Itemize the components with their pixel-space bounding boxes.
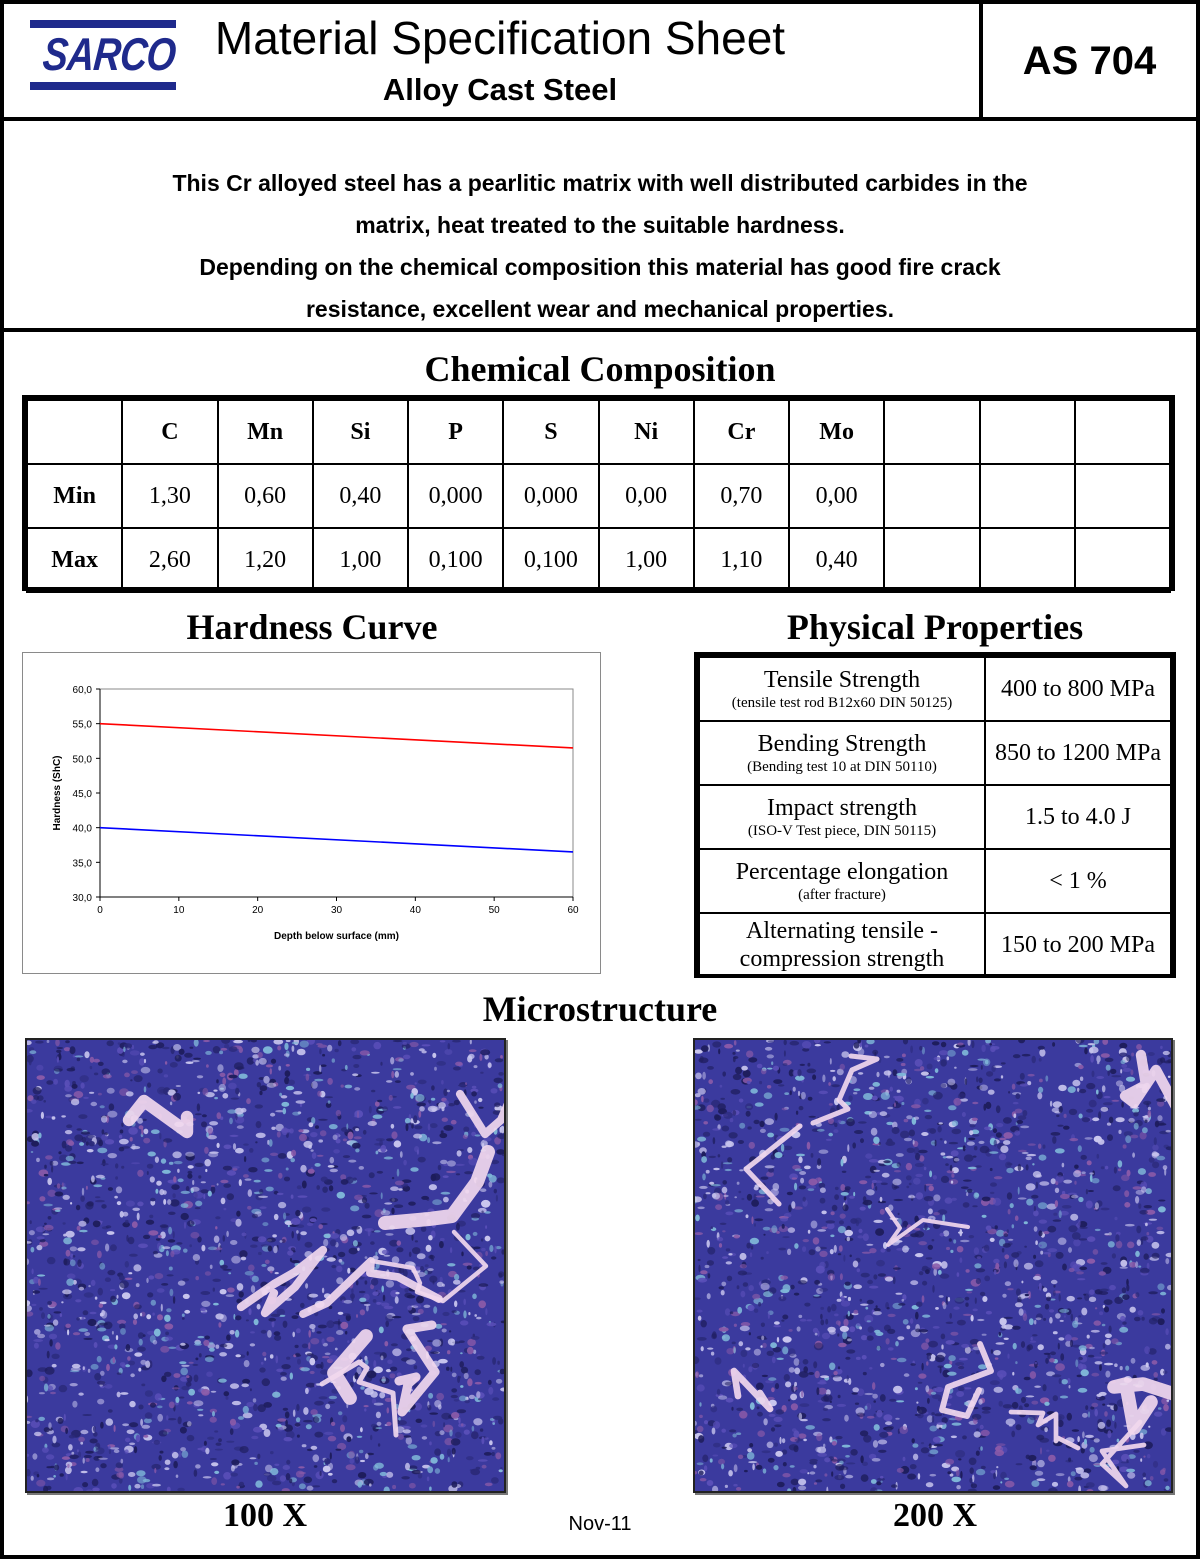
footer-date: Nov-11 (568, 1513, 632, 1535)
table-row (699, 913, 1171, 977)
column-header: Ni (599, 400, 694, 464)
property-value: 850 to 1200 MPa (985, 721, 1171, 785)
y-tick-label: 35,0 (72, 858, 92, 870)
property-name: Alternating tensile - (746, 918, 938, 944)
y-axis-label: Hardness (ShC) (52, 755, 63, 831)
property-name-cell (699, 785, 985, 849)
table-row (699, 721, 1171, 785)
y-tick-label: 40,0 (72, 823, 92, 835)
table-cell: 0,000 (503, 464, 598, 528)
column-header (27, 400, 122, 464)
column-header (980, 400, 1075, 464)
property-name: Bending Strength (757, 731, 927, 757)
column-header: Cr (694, 400, 789, 464)
table-cell (1075, 464, 1170, 528)
y-tick-label: 55,0 (72, 719, 92, 731)
chemical-composition-table (22, 395, 1175, 591)
property-name: Tensile Strength (763, 667, 921, 693)
property-name-cell (699, 657, 985, 721)
column-header: Si (313, 400, 408, 464)
hardness-chart-svg (23, 653, 600, 973)
property-note: (after fracture) (798, 887, 886, 903)
table-row (699, 657, 1171, 721)
description (100, 162, 1100, 330)
x-tick-label: 10 (173, 905, 185, 916)
table-cell: 1,30 (122, 464, 217, 528)
property-note: (Bending test 10 at DIN 50110) (747, 759, 937, 775)
table-cell (884, 528, 979, 592)
column-header: P (408, 400, 503, 464)
property-name-cell (699, 849, 985, 913)
property-name: Impact strength (767, 795, 917, 821)
table-cell: 0,70 (694, 464, 789, 528)
document-title: Material Specification Sheet (214, 12, 786, 64)
table-cell: 1,00 (599, 528, 694, 592)
table-cell: 0,00 (599, 464, 694, 528)
table-cell (884, 464, 979, 528)
table-row (699, 785, 1171, 849)
x-tick-label: 20 (252, 905, 264, 916)
logo-bar-bottom (30, 82, 176, 90)
property-note: (tensile test rod B12x60 DIN 50125) (731, 695, 953, 711)
table-cell: 1,20 (218, 528, 313, 592)
y-tick-label: 30,0 (72, 893, 92, 904)
y-tick-label: 60,0 (72, 685, 92, 696)
table-cell: 0,100 (408, 528, 503, 592)
column-header: Mo (789, 400, 884, 464)
microstructure-title: Microstructure (482, 989, 718, 1029)
micrograph-200x-image (695, 1040, 1171, 1491)
property-name: Percentage elongation (735, 859, 949, 885)
y-tick-label: 50,0 (72, 754, 92, 766)
table-cell: 0,60 (218, 464, 313, 528)
physical-properties-table (694, 652, 1176, 978)
description-line: resistance, excellent wear and mechanical properties. (305, 296, 895, 322)
column-header: C (122, 400, 217, 464)
table-cell: 0,00 (789, 464, 884, 528)
property-note: (ISO-V Test piece, DIN 50115) (747, 823, 937, 839)
micrograph-caption-200x: 200 X (892, 1497, 978, 1534)
property-name-cell (699, 721, 985, 785)
table-cell: 0,40 (313, 464, 408, 528)
property-value: < 1 % (985, 849, 1171, 913)
x-tick-label: 0 (97, 905, 103, 916)
table-cell: 1,00 (313, 528, 408, 592)
physical-properties-title: Physical Properties (786, 607, 1084, 647)
table-cell: 0,000 (408, 464, 503, 528)
table-cell: 1,10 (694, 528, 789, 592)
description-line: Depending on the chemical composition this material has good fire crack (199, 254, 1001, 280)
table-cell (1075, 528, 1170, 592)
table-row (699, 849, 1171, 913)
description-line: matrix, heat treated to the suitable hardness. (355, 212, 845, 238)
spec-code: AS 704 (1022, 39, 1157, 83)
table-cell (980, 464, 1075, 528)
row-label: Max (27, 528, 122, 592)
table-cell: 0,40 (789, 528, 884, 592)
description-divider (0, 328, 1200, 332)
micrograph-100x (25, 1038, 506, 1493)
table-cell: 0,100 (503, 528, 598, 592)
micrograph-caption-100x: 100 X (222, 1497, 308, 1534)
table-cell (980, 528, 1075, 592)
row-label: Min (27, 464, 122, 528)
x-tick-label: 50 (488, 905, 500, 916)
logo-text: SARCO (40, 28, 178, 80)
column-header: Mn (218, 400, 313, 464)
header-divider (0, 117, 1200, 121)
column-header (884, 400, 979, 464)
sarco-logo (30, 20, 176, 90)
property-name-continued: compression strength (739, 946, 945, 972)
plot-area (100, 689, 573, 897)
hardness-curve-title: Hardness Curve (186, 607, 438, 647)
table-cell: 2,60 (122, 528, 217, 592)
property-value: 1.5 to 4.0 J (985, 785, 1171, 849)
micrograph-100x-image (27, 1040, 504, 1491)
micrograph-200x (693, 1038, 1173, 1493)
hardness-chart (22, 652, 601, 974)
x-axis-label: Depth below surface (mm) (273, 931, 400, 942)
y-tick-label: 45,0 (72, 789, 92, 800)
description-line: This Cr alloyed steel has a pearlitic matrix with well distributed carbides in the (172, 170, 1028, 196)
column-header: S (503, 400, 598, 464)
document-subtitle: Alloy Cast Steel (382, 72, 618, 107)
table-row (27, 464, 1170, 528)
property-value: 150 to 200 MPa (985, 913, 1171, 977)
x-tick-label: 40 (409, 905, 421, 916)
table-row (27, 528, 1170, 592)
table-header-row (27, 400, 1170, 464)
column-header (1075, 400, 1170, 464)
property-value: 400 to 800 MPa (985, 657, 1171, 721)
property-name-cell (699, 913, 985, 977)
x-tick-label: 60 (567, 905, 579, 916)
chemical-composition-title: Chemical Composition (424, 349, 776, 389)
x-tick-label: 30 (330, 905, 343, 916)
